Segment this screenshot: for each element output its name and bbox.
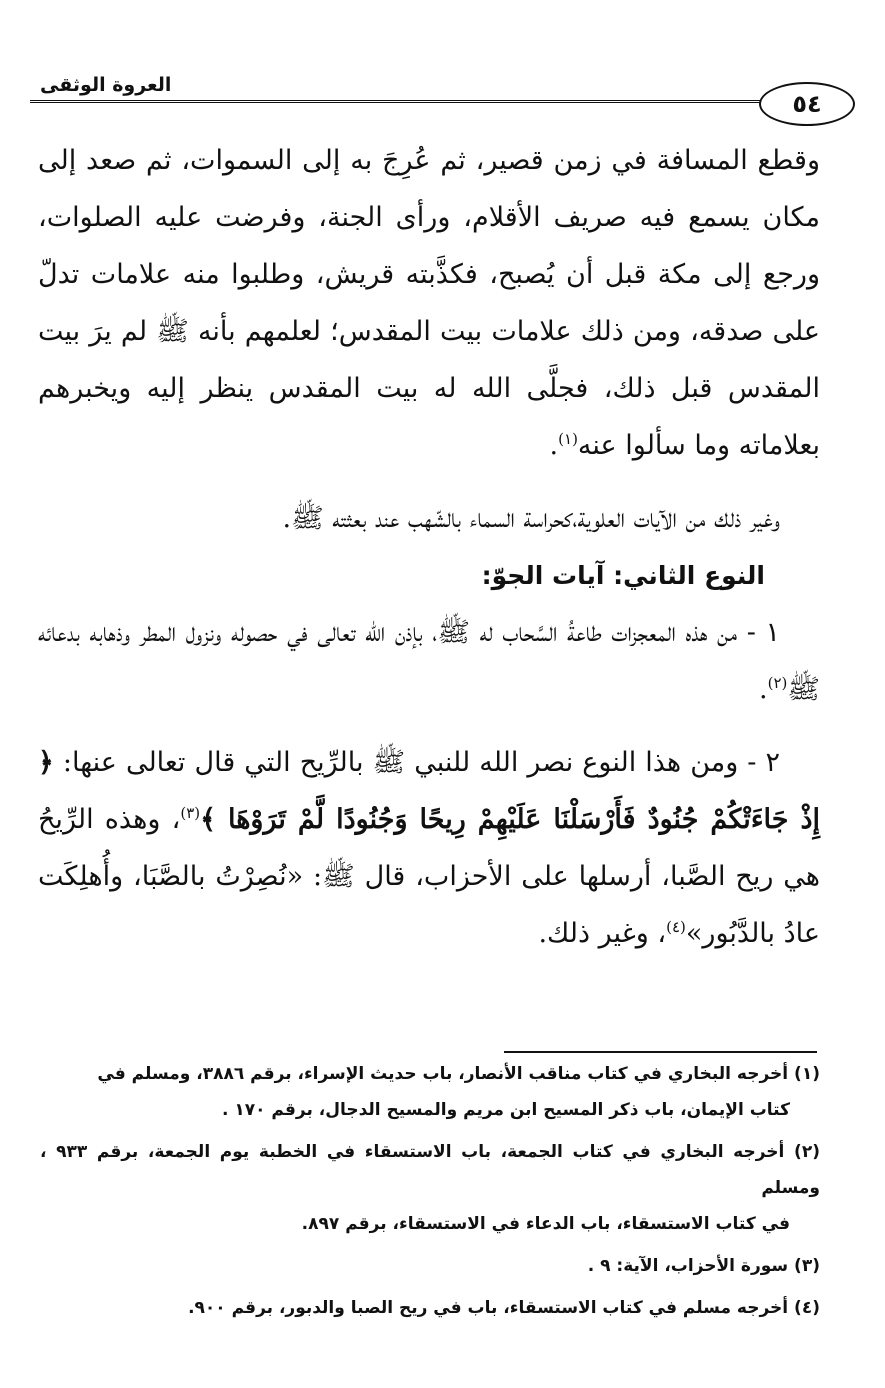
running-title: العروة الوثقى	[40, 74, 172, 96]
footnote-ref-2[interactable]: (٢)	[767, 674, 788, 692]
paragraph-1: وقطع المسافة في زمن قصير، ثم عُرِجَ به إلى السموات، ثم صعد إلى مكان يسمع فيه صريف الأقلام، ورأى الجنة، وفرضت عليه الصلوات، ورجع إلى مكة قبل أن يُصبح، فكذَّبته قريش، وطلبوا منه علامات تدلّ على صدقه، ومن ذلك علامات بيت المقدس؛ لعلمهم بأنه ﷺ لم يرَ بيت المقدس قبل ذلك، فجلَّى الله له بيت المقدس ينظر إليه ويخبرهم بعلاماته وما سألوا عنه$^{(١)}$.	[38, 145, 820, 461]
footnote-1: (١) أخرجه البخاري في كتاب مناقب الأنصار، باب حديث الإسراء، برقم ٣٨٨٦، ومسلم في كتاب الإيمان، باب ذكر المسيح ابن مريم والمسيح الدجال، برقم ١٧٠ .	[97, 1064, 820, 1120]
paragraph-2: وغير ذلك من الآيات العلوية،كحراسة السماء بالشّهب عند بعثته ﷺ.	[282, 503, 780, 534]
main-text	[38, 132, 820, 962]
footnote-separator	[504, 1051, 817, 1053]
footnote-3: (٣) سورة الأحزاب، الآية: ٩ .	[587, 1256, 820, 1276]
footnote-ref-1[interactable]: (١)	[558, 430, 578, 448]
paragraph-4: ٢ - ومن هذا النوع نصر الله للنبي ﷺ بالرِّيح التي قال تعالى عنها: ﴿ إِذْ جَاءَتْكُمْ جُنُودٌ فَأَرْسَلْنَا عَلَيْهِمْ رِيحًا وَجُنُودًا لَّمْ تَرَوْهَا ﴾$^{(٣)}$، وهذه الرِّيحُ هي ريح الصَّبا، أرسلها على الأحزاب، قال ﷺ: «نُصِرْتُ بالصَّبَا، وأُهلِكَت عادُ بالدَّبُور»$^{(٤)}$، وغير ذلك.	[38, 747, 820, 949]
footnote-2: (٢) أخرجه البخاري في كتاب الجمعة، باب الاستسقاء في الخطبة يوم الجمعة، برقم ٩٣٣ ، ومسلم في كتاب الاستسقاء، باب الدعاء في الاستسقاء، برقم ٨٩٧.	[40, 1142, 820, 1234]
paragraph-3: ١ - من هذه المعجزات طاعةُ السَّحاب له ﷺ، بإذن الله تعالى في حصوله ونزول المطر وذهابه بدعائه ﷺ$^{(٢)}$.	[38, 617, 820, 705]
page-number: ٥٤	[759, 82, 855, 126]
page-header	[30, 70, 855, 140]
footnote-ref-3[interactable]: (٣)	[180, 804, 201, 822]
quran-verse: ﴿ إِذْ جَاءَتْكُمْ جُنُودٌ فَأَرْسَلْنَا عَلَيْهِمْ رِيحًا وَجُنُودًا لَّمْ تَرَوْهَا ﴾	[38, 747, 820, 835]
section-heading: النوع الثاني: آيات الجوّ:	[481, 561, 765, 590]
footnote-4: (٤) أخرجه مسلم في كتاب الاستسقاء، باب في ريح الصبا والدبور، برقم ٩٠٠.	[188, 1298, 820, 1318]
footnote-ref-4[interactable]: (٤)	[666, 918, 686, 936]
header-rule	[30, 100, 760, 106]
footnotes	[40, 1056, 820, 1332]
